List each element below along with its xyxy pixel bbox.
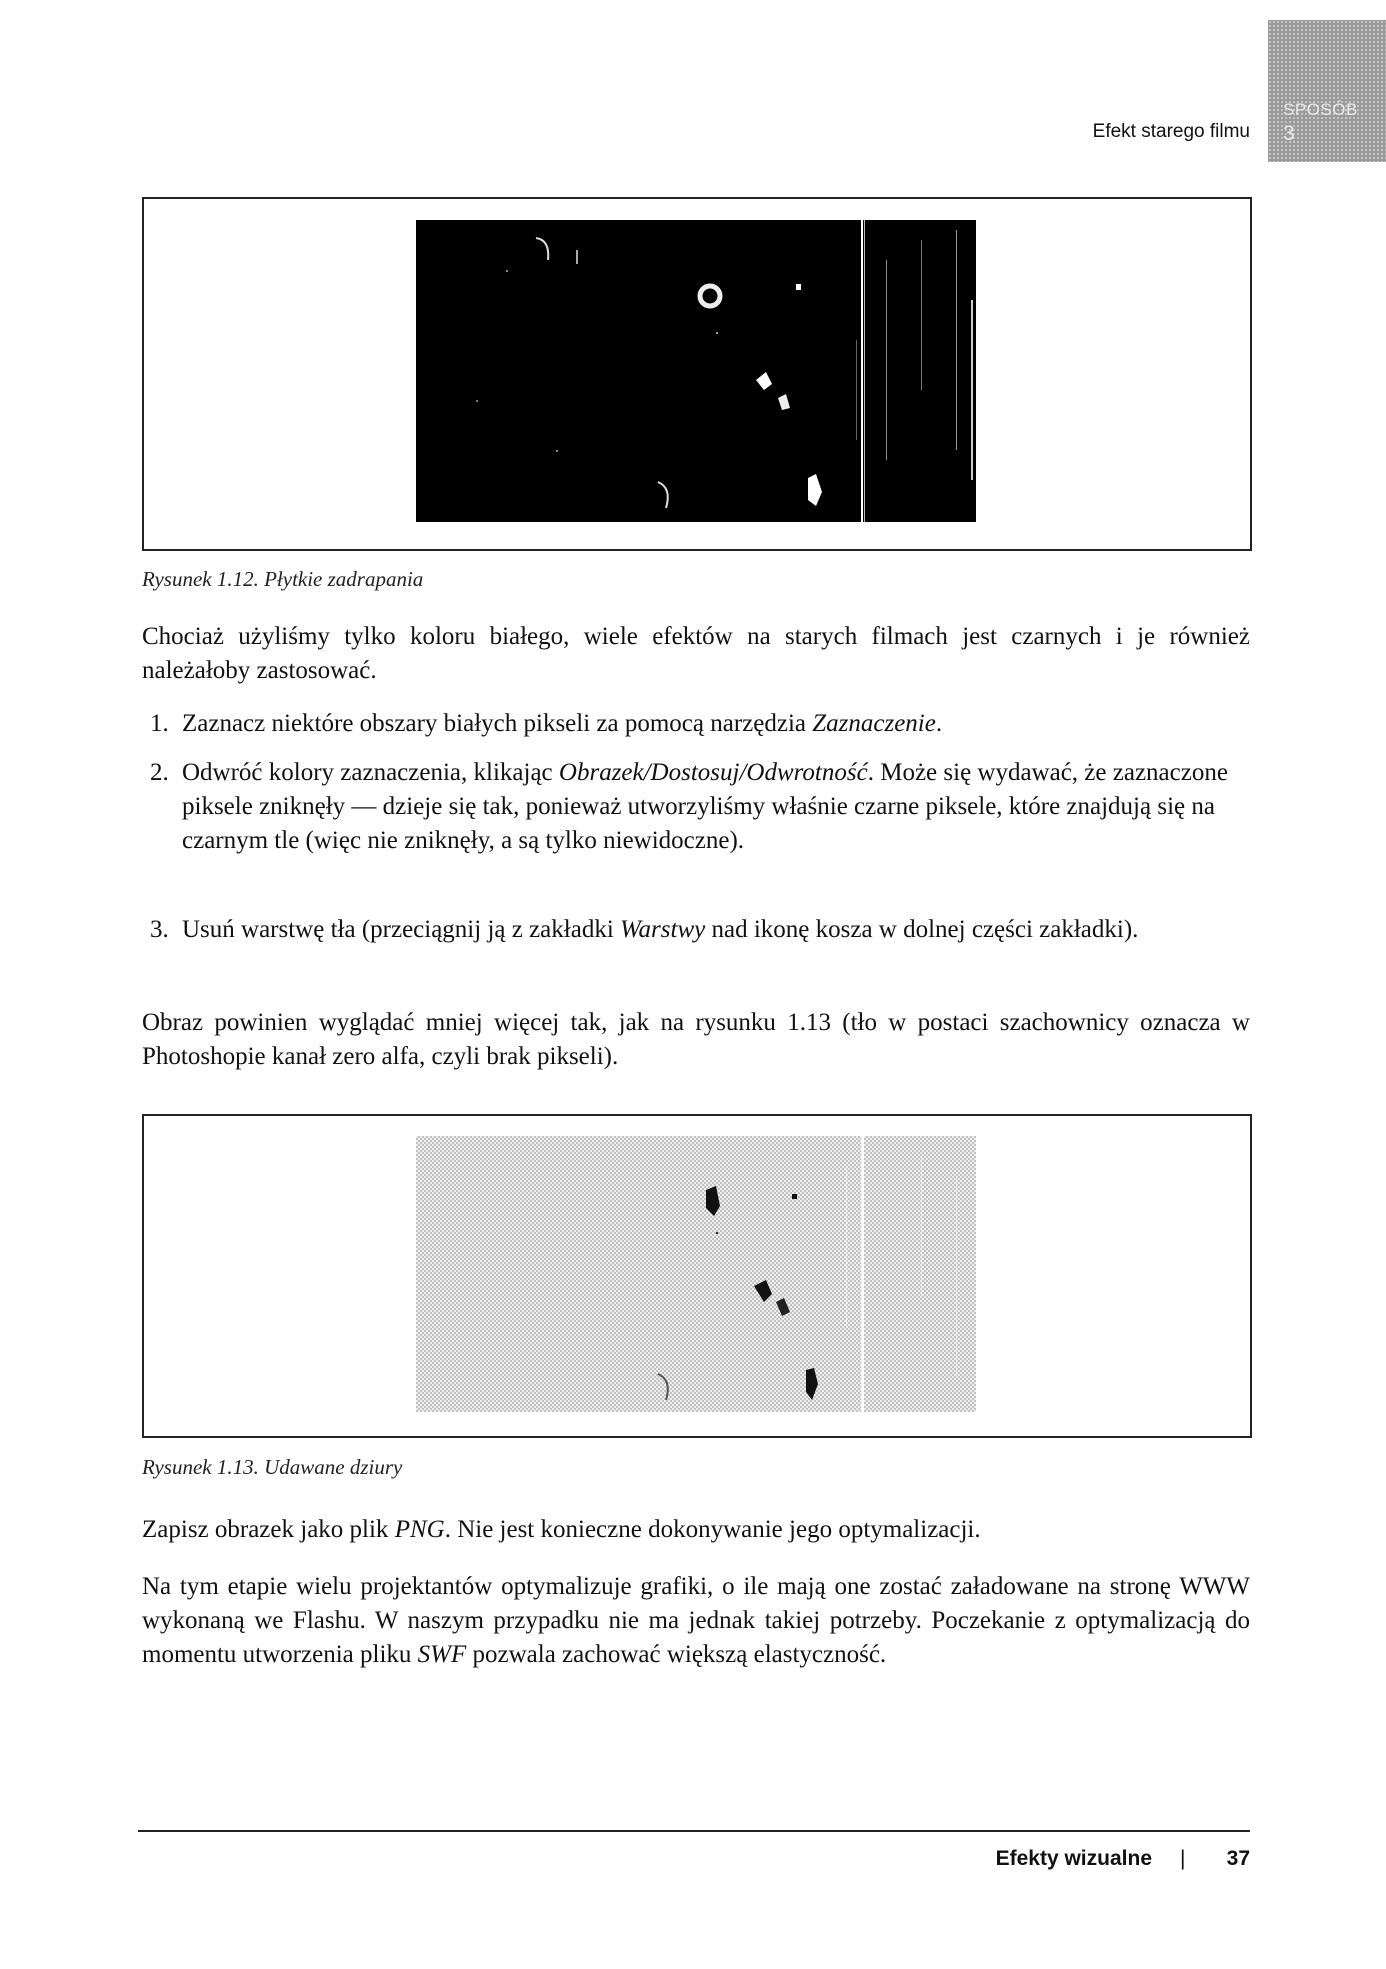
footer-separator: | <box>1180 1847 1186 1870</box>
figure-1-13-caption: Rysunek 1.13. Udawane dziury <box>142 1455 403 1479</box>
list-item-text: Odwróć kolory zaznaczenia, klikając Obrazek/Dostosuj/Odwrotność. Może się wydawać, że zaznaczone piksele zniknęły — dzieje się tak, ponieważ utworzyliśmy właśnie czarne piksele, które znajdują się na czarnym tle (więc nie zniknęły, a są tylko niewidoczne). <box>182 759 1228 854</box>
list-item-text: Usuń warstwę tła (przeciągnij ją z zakładki Warstwy nad ikonę kosza w dolnej części zakładki). <box>182 916 1139 943</box>
list-item-text: Zaznacz niektóre obszary białych pikseli za pomocą narzędzia Zaznaczenie. <box>182 710 943 737</box>
running-title: Efekt starego filmu <box>1092 121 1250 142</box>
footer-section-title: Efekty wizualne <box>995 1847 1152 1870</box>
list-item-number: 3. <box>150 916 169 943</box>
fake-holes-image <box>416 1136 976 1412</box>
list-item-number: 2. <box>150 759 169 786</box>
paragraph-intro: Chociaż użyliśmy tylko koloru białego, wiele efektów na starych filmach jest czarnych i je również należałoby zastosować. <box>142 623 1250 684</box>
figure-1-12-caption: Rysunek 1.12. Płytkie zadrapania <box>142 567 424 591</box>
figure-1-12-frame <box>142 197 1252 551</box>
page-number: 37 <box>1226 1847 1250 1870</box>
paragraph-figure-reference: Obraz powinien wyglądać mniej więcej tak, jak na rysunku 1.13 (tło w postaci szachownicy oznacza w Photoshopie kanał zero alfa, czyli brak pikseli). <box>142 1009 1250 1070</box>
figure-1-13-image <box>416 1136 976 1412</box>
scratches-image <box>416 220 976 522</box>
chapter-tab-label: SPOSÓB <box>1283 100 1358 119</box>
figure-1-13-frame <box>142 1114 1252 1438</box>
list-item-number: 1. <box>150 710 169 737</box>
footer-rule <box>138 1830 1250 1832</box>
paragraph-save-png: Zapisz obrazek jako plik PNG. Nie jest konieczne dokonywanie jego optymalizacji. <box>142 1516 981 1543</box>
chapter-tab-number: 3 <box>1283 122 1295 145</box>
figure-1-12-image <box>416 220 976 522</box>
paragraph-optimization: Na tym etapie wielu projektantów optymalizuje grafiki, o ile mają one zostać załadowane na stronę WWW wykonaną we Flashu. W naszym przypadku nie ma jednak takiej potrzeby. Poczekanie z optymalizacją do momentu utworzenia pliku SWF pozwala zachować większą elastyczność. <box>142 1573 1250 1668</box>
